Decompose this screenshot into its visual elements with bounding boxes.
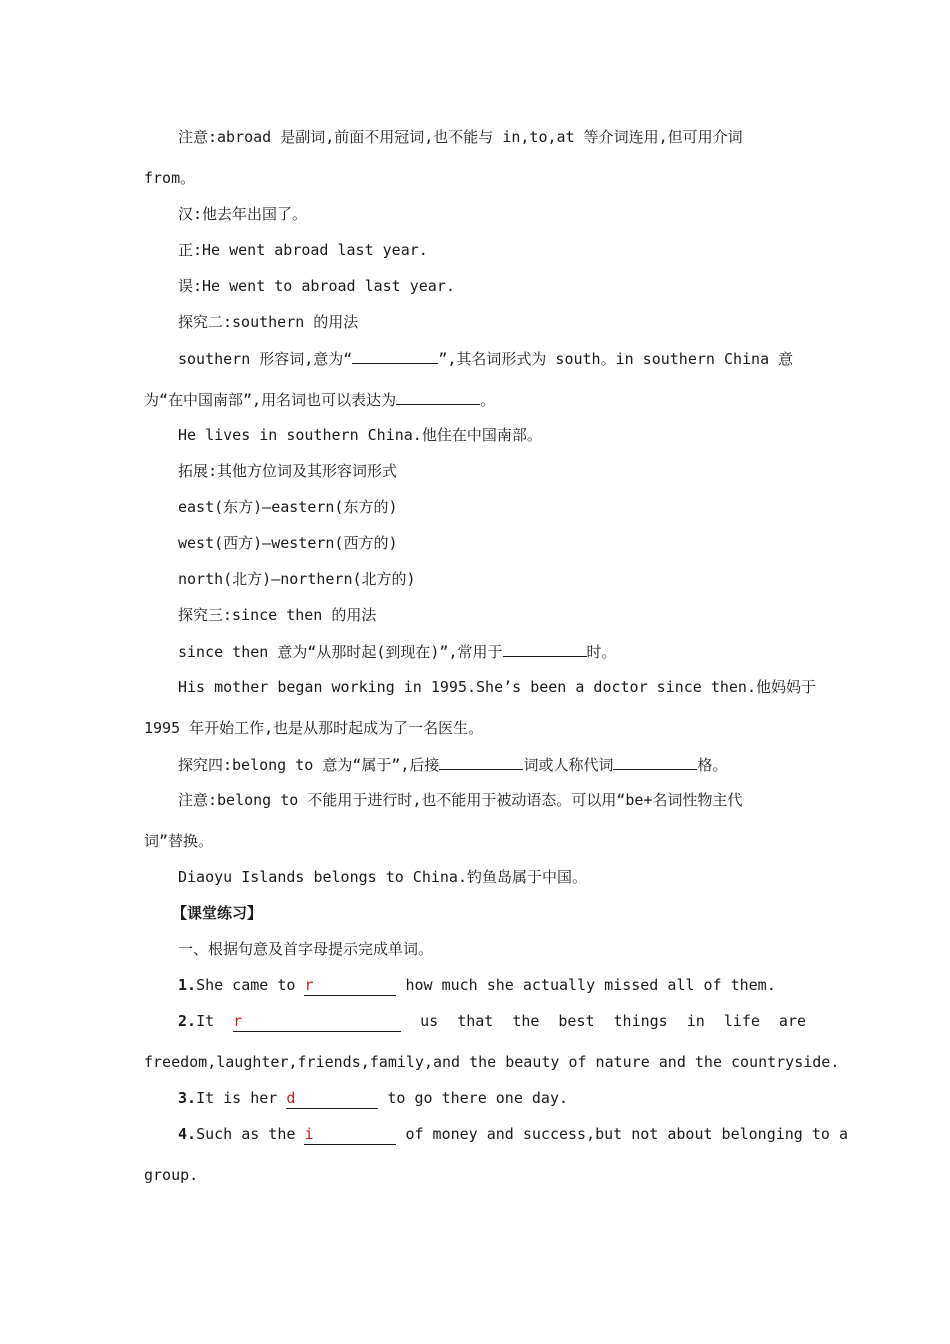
exercise-item-1: 1.She came to r how much she actually missed all of them. [178,976,776,994]
belong-to-description: 探究四:belong to 意为“属于”,后接 词或人称代词 格。 [178,756,728,774]
belong-to-note: 注意:belong to 不能用于进行时,也不能用于被动语态。可以用“be+名词性物主代 [178,791,743,809]
chinese-example: 汉:他去年出国了。 [178,205,308,223]
note-label: 注意: [178,128,218,146]
exercise-item-4: 4.Such as the i of money and success,but not about belonging to a [178,1125,848,1143]
initial-letter-hint: i [304,1125,314,1143]
since-then-example-cont: 1995 年开始工作,也是从那时起成为了一名医生。 [144,719,484,737]
fill-blank[interactable] [503,641,587,657]
southern-description-cont: 为“在中国南部”,用名词也可以表达为 。 [144,391,496,409]
fill-blank[interactable] [439,754,523,770]
exercise-item-2-cont: freedom,laughter,friends,family,and the beauty of nature and the countryside. [144,1053,840,1071]
practice-instructions: 一、根据句意及首字母提示完成单词。 [178,940,434,958]
exercise-item-2: 2.It r us that the best things in life are [178,1012,806,1030]
southern-example: He lives in southern China.他住在中国南部。 [178,426,542,444]
correct-example: 正:He went abroad last year. [178,241,428,259]
answer-blank[interactable] [286,1088,378,1109]
answer-blank[interactable] [233,1011,401,1032]
fill-blank[interactable] [613,754,697,770]
southern-description: southern 形容词,意为“ ”,其名词形式为 south。in southern China 意 [178,350,794,368]
note-continuation: from。 [144,169,196,187]
direction-west: west(西方)—western(西方的) [178,534,398,552]
initial-letter-hint: d [286,1089,296,1107]
since-then-description: since then 意为“从那时起(到现在)”,常用于 时。 [178,643,617,661]
note-text: abroad 是副词,前面不用冠词,也不能与 in,to,at 等介词连用,但可用介词 [217,128,743,146]
fill-blank[interactable] [396,389,480,405]
initial-letter-hint: r [233,1012,243,1030]
belong-to-example: Diaoyu Islands belongs to China.钓鱼岛属于中国。 [178,868,587,886]
answer-blank[interactable] [304,1124,396,1145]
exercise-item-3: 3.It is her d to go there one day. [178,1089,569,1107]
section-heading-since-then: 探究三:since then 的用法 [178,606,377,624]
wrong-example: 误:He went to abroad last year. [178,277,455,295]
exercise-item-4-cont: group. [144,1166,199,1184]
practice-heading: 【课堂练习】 [172,904,263,922]
since-then-example: His mother began working in 1995.She’s been a doctor since then.他妈妈于 [178,678,816,696]
section-heading-southern: 探究二:southern 的用法 [178,313,359,331]
direction-east: east(东方)—eastern(东方的) [178,498,398,516]
direction-north: north(北方)—northern(北方的) [178,570,416,588]
initial-letter-hint: r [304,976,314,994]
note-line [178,127,743,147]
belong-to-note-cont: 词”替换。 [144,832,214,850]
fill-blank[interactable] [352,348,438,364]
answer-blank[interactable] [304,975,396,996]
extension-heading: 拓展:其他方位词及其形容词形式 [178,462,398,480]
